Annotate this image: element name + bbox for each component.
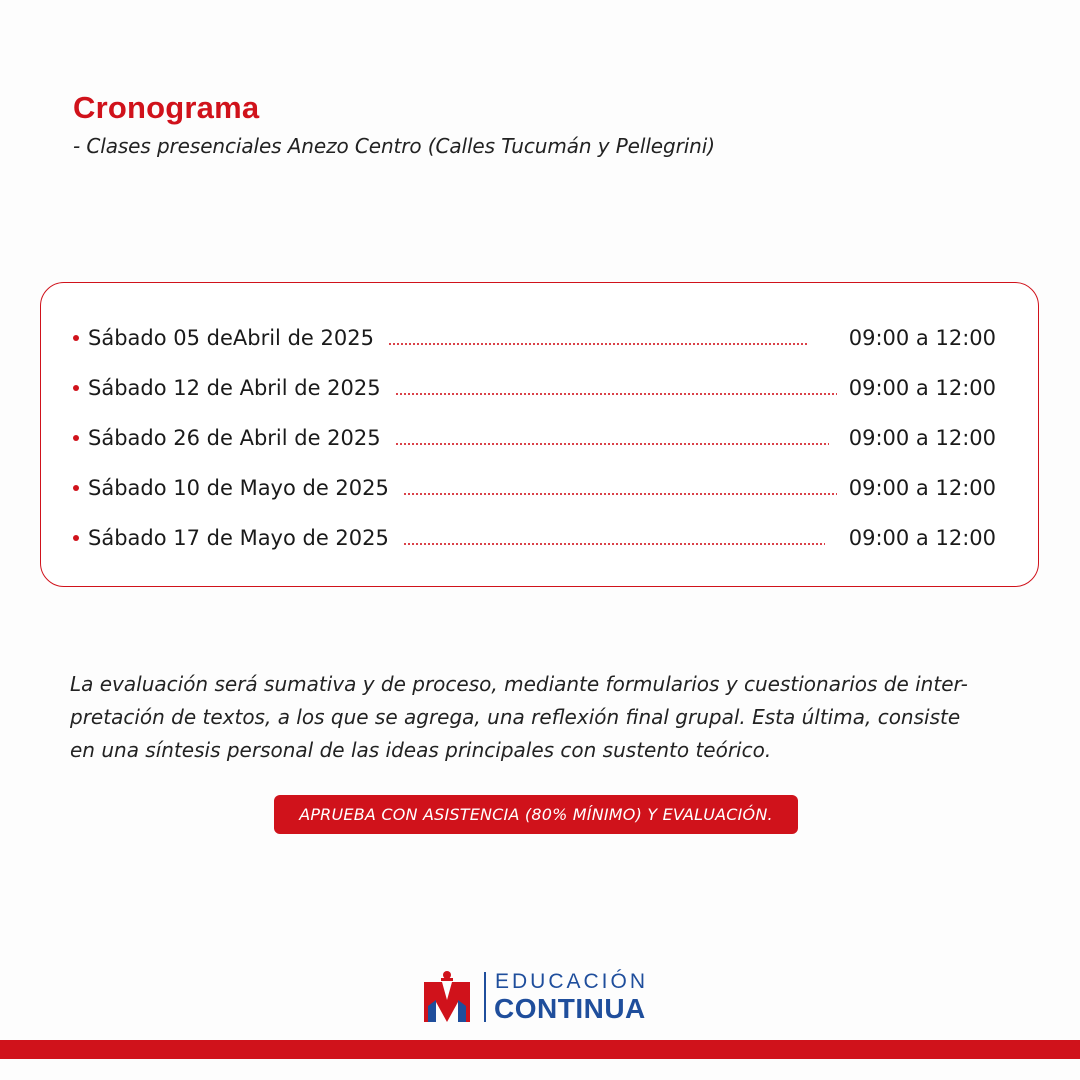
schedule-time: 09:00 a 12:00 (848, 376, 996, 400)
dotted-leader (395, 393, 837, 395)
schedule-date: Sábado 05 deAbril de 2025 (88, 326, 374, 350)
schedule-row (73, 423, 996, 453)
schedule-row (73, 373, 996, 403)
evaluation-line: La evaluación será sumativa y de proceso, mediante formularios y cuestionarios de inter- (70, 672, 968, 696)
schedule-date: Sábado 10 de Mayo de 2025 (88, 476, 389, 500)
schedule-time: 09:00 a 12:00 (848, 426, 996, 450)
dotted-leader (403, 493, 837, 495)
bullet-icon (73, 385, 79, 391)
schedule-time: 09:00 a 12:00 (848, 476, 996, 500)
footer-bar (0, 1040, 1080, 1059)
schedule-row (73, 323, 996, 353)
dotted-leader (395, 443, 829, 445)
logo-text-bottom: CONTINUA (494, 993, 646, 1024)
schedule-row (73, 473, 996, 503)
schedule-box (40, 282, 1039, 587)
approval-badge-text: APRUEBA CON ASISTENCIA (80% MÍNIMO) Y EVALUACIÓN. (299, 805, 773, 824)
bullet-icon (73, 485, 79, 491)
page-title: Cronograma (73, 90, 260, 125)
schedule-time: 09:00 a 12:00 (848, 326, 996, 350)
bullet-icon (73, 535, 79, 541)
evaluation-line: pretación de textos, a los que se agrega, una reflexión final grupal. Esta última, consiste (70, 705, 961, 729)
logo-separator (484, 972, 486, 1022)
evaluation-line: en una síntesis personal de las ideas principales con sustento teórico. (70, 738, 772, 762)
schedule-date: Sábado 26 de Abril de 2025 (88, 426, 381, 450)
bullet-icon (73, 435, 79, 441)
schedule-row (73, 523, 996, 553)
dotted-leader (403, 543, 825, 545)
bullet-icon (73, 335, 79, 341)
evaluation-paragraph (70, 668, 1010, 767)
schedule-time: 09:00 a 12:00 (848, 526, 996, 550)
university-crest-icon (424, 970, 470, 1024)
page-subtitle: - Clases presenciales Anezo Centro (Calles Tucumán y Pellegrini) (73, 134, 715, 158)
schedule-date: Sábado 12 de Abril de 2025 (88, 376, 381, 400)
approval-badge (274, 795, 798, 834)
dotted-leader (388, 343, 807, 345)
schedule-date: Sábado 17 de Mayo de 2025 (88, 526, 389, 550)
logo-text-top: EDUCACIÓN (495, 970, 649, 993)
